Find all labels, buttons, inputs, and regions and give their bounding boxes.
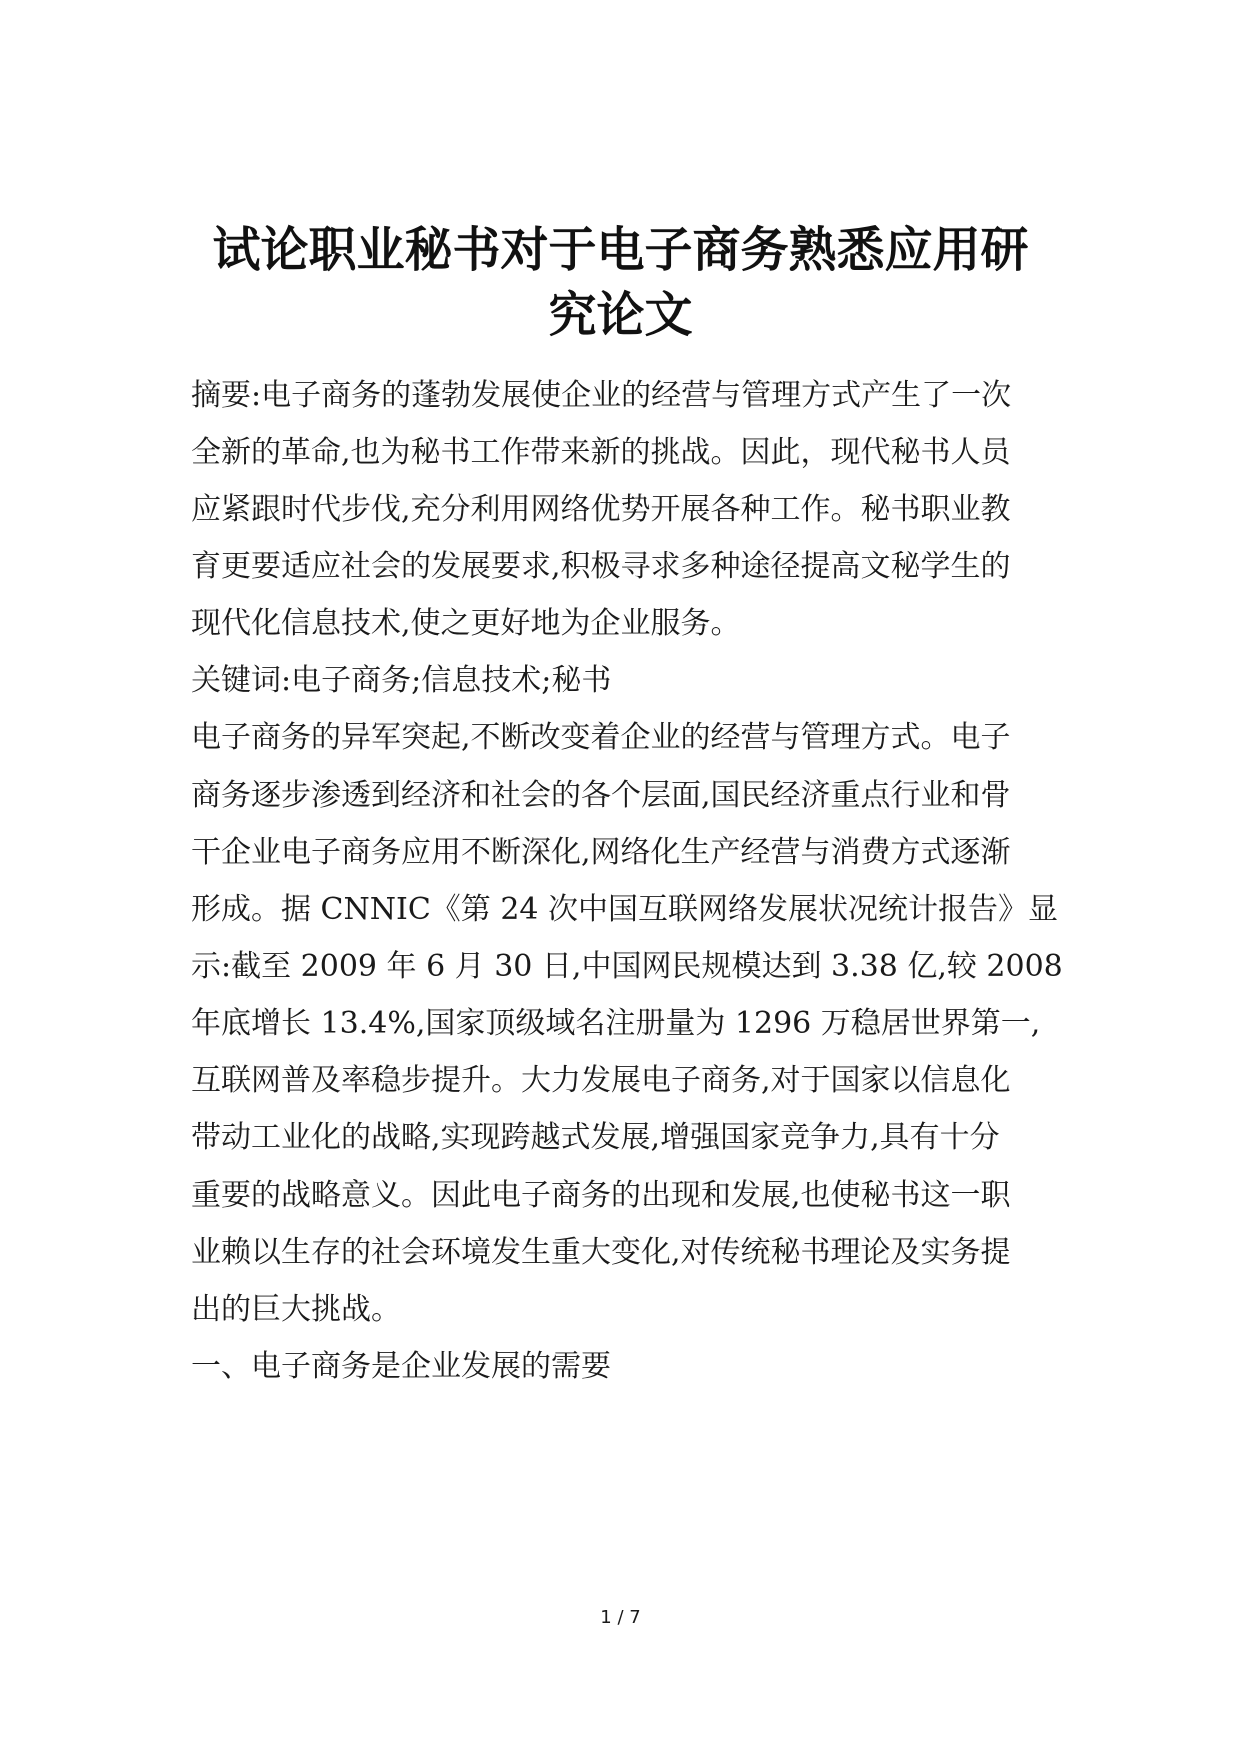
body-line: 形成。据 CNNIC《第 24 次中国互联网络发展状况统计报告》显: [191, 892, 1059, 927]
abstract-line: 现代化信息技术,使之更好地为企业服务。: [191, 606, 741, 641]
body-line: 电子商务的异军突起,不断改变着企业的经营与管理方式。电子: [191, 720, 1011, 755]
body-line: 出的巨大挑战。: [191, 1292, 401, 1327]
body-line: 重要的战略意义。因此电子商务的出现和发展,也使秘书这一职: [191, 1178, 1011, 1213]
body-line: 年底增长 13.4%,国家顶级域名注册量为 1296 万稳居世界第一,: [191, 1006, 1041, 1041]
abstract-line: 摘要:电子商务的蓬勃发展使企业的经营与管理方式产生了一次: [191, 378, 1012, 413]
body-line: 商务逐步渗透到经济和社会的各个层面,国民经济重点行业和骨: [191, 778, 1011, 813]
abstract-line: 育更要适应社会的发展要求,积极寻求多种途径提高文秘学生的: [191, 549, 1011, 584]
body-line: 干企业电子商务应用不断深化,网络化生产经营与消费方式逐渐: [191, 835, 1011, 870]
body-line: 示:截至 2009 年 6 月 30 日,中国网民规模达到 3.38 亿,较 2008: [191, 949, 1063, 984]
document-title-line-2: 究论文: [548, 287, 693, 343]
body-line: 业赖以生存的社会环境发生重大变化,对传统秘书理论及实务提: [191, 1235, 1011, 1270]
body-line: 互联网普及率稳步提升。大力发展电子商务,对于国家以信息化: [191, 1063, 1011, 1098]
keywords-line: 关键词:电子商务;信息技术;秘书: [191, 663, 612, 698]
body-line: 带动工业化的战略,实现跨越式发展,增强国家竞争力,具有十分: [191, 1120, 1000, 1155]
abstract-line: 全新的革命,也为秘书工作带来新的挑战。因此，现代秘书人员: [191, 435, 1011, 470]
abstract-line: 应紧跟时代步伐,充分利用网络优势开展各种工作。秘书职业教: [191, 492, 1011, 527]
section-heading: 一、电子商务是企业发展的需要: [191, 1349, 611, 1384]
document-title-line-1: 试论职业秘书对于电子商务熟悉应用研: [212, 222, 1029, 278]
page-indicator: 1 / 7: [600, 1607, 641, 1628]
